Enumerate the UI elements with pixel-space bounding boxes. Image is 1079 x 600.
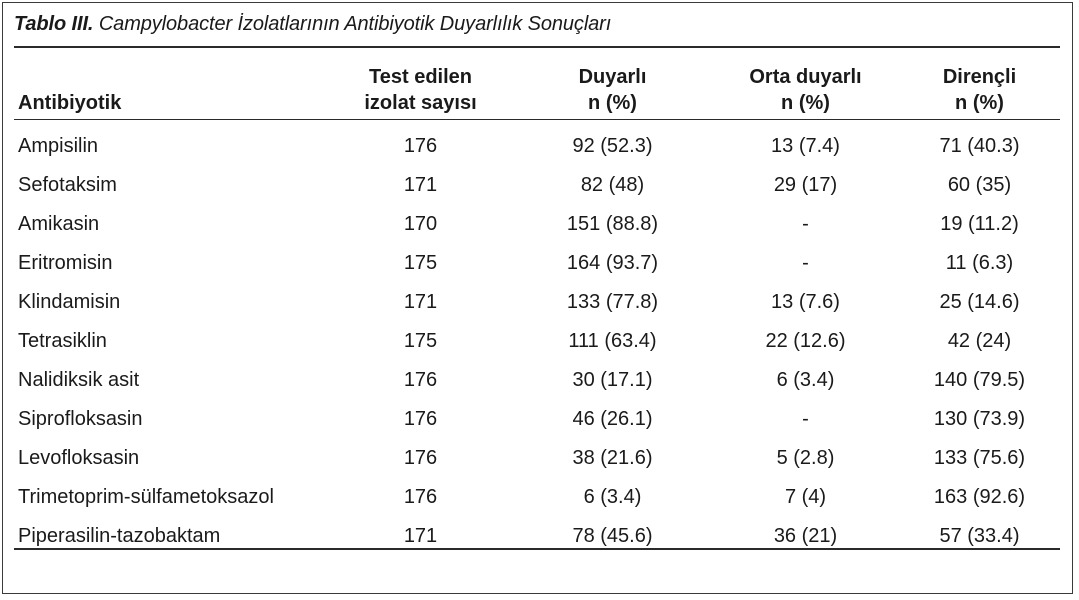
cell-susceptible: 46 (26.1) xyxy=(572,408,653,430)
table-row xyxy=(14,166,1060,205)
cell-tested: 176 xyxy=(403,486,438,508)
cell-susceptible: 133 (77.8) xyxy=(566,291,659,313)
column-header-line1: Antibiyotik xyxy=(18,92,122,114)
cell-intermediate: - xyxy=(802,213,809,235)
table-row xyxy=(14,283,1060,322)
caption-label: Tablo III. xyxy=(14,13,94,35)
cell-resistant: 42 (24) xyxy=(947,330,1012,352)
top-rule xyxy=(14,46,1060,48)
cell-resistant: 130 (73.9) xyxy=(933,408,1026,430)
cell-intermediate: - xyxy=(802,408,809,430)
table-body xyxy=(14,123,1060,556)
header-row xyxy=(14,54,1060,123)
cell-antibiotic: Ampisilin xyxy=(18,135,99,157)
cell-resistant: 71 (40.3) xyxy=(939,135,1020,157)
column-header-susceptible xyxy=(513,54,712,123)
cell-susceptible: 92 (52.3) xyxy=(572,135,653,157)
cell-antibiotic: Siprofloksasin xyxy=(18,408,143,430)
susceptibility-table xyxy=(14,54,1060,556)
column-header-line2: n (%) xyxy=(781,92,830,114)
cell-susceptible: 78 (45.6) xyxy=(572,525,653,547)
cell-resistant: 60 (35) xyxy=(947,174,1012,196)
cell-antibiotic: Sefotaksim xyxy=(18,174,117,196)
column-header-line1: Duyarlı xyxy=(578,66,647,88)
cell-resistant: 11 (6.3) xyxy=(945,252,1014,274)
cell-antibiotic: Eritromisin xyxy=(18,252,113,274)
cell-tested: 170 xyxy=(403,213,438,235)
cell-tested: 171 xyxy=(403,525,438,547)
cell-tested: 176 xyxy=(403,447,438,469)
cell-tested: 175 xyxy=(403,330,438,352)
cell-tested: 171 xyxy=(403,291,438,313)
cell-intermediate: 29 (17) xyxy=(773,174,838,196)
column-header-line2: izolat sayısı xyxy=(364,92,477,114)
column-header-intermediate xyxy=(712,54,899,123)
cell-susceptible: 82 (48) xyxy=(580,174,645,196)
column-header-resistant xyxy=(899,54,1060,123)
cell-resistant: 133 (75.6) xyxy=(933,447,1026,469)
cell-antibiotic: Trimetoprim-sülfametoksazol xyxy=(18,486,274,508)
cell-susceptible: 38 (21.6) xyxy=(572,447,653,469)
cell-resistant: 140 (79.5) xyxy=(933,369,1026,391)
table-row xyxy=(14,244,1060,283)
table-row xyxy=(14,517,1060,556)
column-header-line2: n (%) xyxy=(955,92,1004,114)
cell-tested: 176 xyxy=(403,369,438,391)
caption-title: Campylobacter İzolatlarının Antibiyotik Duyarlılık Sonuçları xyxy=(93,13,612,35)
table-row xyxy=(14,478,1060,517)
table-row xyxy=(14,322,1060,361)
cell-susceptible: 6 (3.4) xyxy=(583,486,642,508)
column-header-line1: Orta duyarlı xyxy=(749,66,862,88)
cell-antibiotic: Tetrasiklin xyxy=(18,330,107,352)
cell-resistant: 25 (14.6) xyxy=(939,291,1020,313)
cell-intermediate: 36 (21) xyxy=(773,525,838,547)
cell-susceptible: 151 (88.8) xyxy=(566,213,659,235)
cell-intermediate: 22 (12.6) xyxy=(765,330,846,352)
cell-susceptible: 164 (93.7) xyxy=(566,252,659,274)
table-caption xyxy=(14,13,611,36)
cell-antibiotic: Amikasin xyxy=(18,213,100,235)
column-header-line1: Test edilen xyxy=(369,66,472,88)
cell-antibiotic: Klindamisin xyxy=(18,291,121,313)
column-header-tested xyxy=(328,54,513,123)
table-row xyxy=(14,361,1060,400)
column-header-antibiotic xyxy=(14,54,328,123)
column-header-line1: Dirençli xyxy=(942,66,1017,88)
cell-resistant: 57 (33.4) xyxy=(939,525,1020,547)
table-row xyxy=(14,439,1060,478)
cell-resistant: 19 (11.2) xyxy=(940,213,1019,235)
cell-antibiotic: Levofloksasin xyxy=(18,447,140,469)
cell-tested: 175 xyxy=(403,252,438,274)
column-header-line2: n (%) xyxy=(588,92,637,114)
cell-susceptible: 30 (17.1) xyxy=(572,369,653,391)
table-row xyxy=(14,123,1060,166)
cell-intermediate: 13 (7.4) xyxy=(771,135,840,157)
cell-susceptible: 111 (63.4) xyxy=(568,330,657,352)
cell-tested: 176 xyxy=(403,135,438,157)
cell-intermediate: 5 (2.8) xyxy=(776,447,835,469)
cell-intermediate: 13 (7.6) xyxy=(771,291,840,313)
cell-intermediate: 6 (3.4) xyxy=(776,369,835,391)
cell-intermediate: 7 (4) xyxy=(784,486,827,508)
table-row xyxy=(14,205,1060,244)
cell-tested: 171 xyxy=(403,174,438,196)
table-row xyxy=(14,400,1060,439)
cell-intermediate: - xyxy=(802,252,809,274)
cell-tested: 176 xyxy=(403,408,438,430)
cell-antibiotic: Piperasilin-tazobaktam xyxy=(18,525,221,547)
cell-antibiotic: Nalidiksik asit xyxy=(18,369,140,391)
cell-resistant: 163 (92.6) xyxy=(933,486,1026,508)
